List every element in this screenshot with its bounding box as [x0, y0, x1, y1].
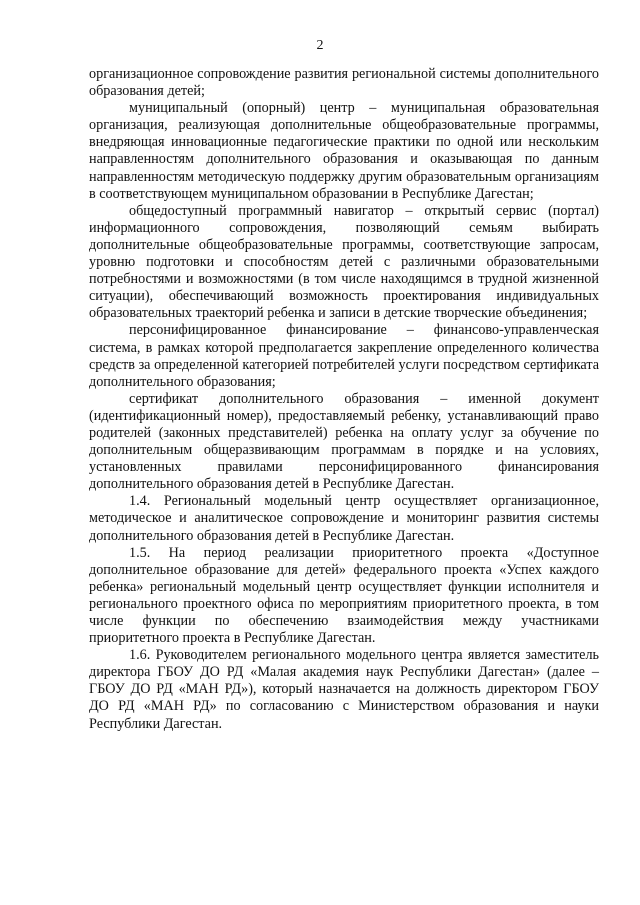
paragraph-definition-continuation: организационное сопровождение развития региональной системы дополнительного образования детей; — [89, 66, 599, 100]
document-body — [89, 66, 599, 733]
paragraph-program-navigator: общедоступный программный навигатор – открытый сервис (портал) информационного сопровождения, позволяющий семьям выбирать дополнительные общеобразовательные программы, соответствующие запросам, уровню подготовки и способностям детей с различными образовательными потребностями и возможностями (в том числе находящимся в трудной жизненной ситуации), обеспечивающий возможность проектирования индивидуальных образовательных траекторий ребенка и записи в детские творческие объединения; — [89, 202, 599, 322]
paragraph-municipal-center: муниципальный (опорный) центр – муниципальная образовательная организация, реализующая дополнительные общеобразовательные программы, внедряющая инновационные педагогические практики по одной или нескольким направленностям дополнительного образования и оказывающая по данным направленностям методическую поддержку другим образовательным организациям в соответствующем муниципальном образовании в Республике Дагестан; — [89, 100, 599, 202]
paragraph-1-4: 1.4. Региональный модельный центр осуществляет организационное, методическое и аналитическое сопровождение и мониторинг развития системы дополнительного образования детей в Республике Дагестан. — [89, 493, 599, 544]
paragraph-personified-financing: персонифицированное финансирование – финансово-управленческая система, в рамках которой предполагается закрепление определенного количества средств за определенной категорией потребителей услуги посредством сертификата дополнительного образования; — [89, 322, 599, 390]
paragraph-certificate: сертификат дополнительного образования – именной документ (идентификационный номер), предоставляемый ребенку, устанавливающий право родителей (законных представителей) ребенка на оплату услуг за обучение по дополнительным общеразвивающим программам в порядке и на условиях, установленных правилами персонифицированного финансирования дополнительного образования детей в Республике Дагестан. — [89, 390, 599, 493]
paragraph-1-6: 1.6. Руководителем регионального модельного центра является заместитель директора ГБОУ ДО РД «Малая академия наук Республики Дагестан» (далее – ГБОУ ДО РД «МАН РД»), который назначается на должность директором ГБОУ ДО РД «МАН РД» по согласованию с Министерством образования и науки Республики Дагестан. — [89, 647, 599, 732]
paragraph-1-5: 1.5. На период реализации приоритетного проекта «Доступное дополнительное образование для детей» федерального проекта «Успех каждого ребенка» региональный модельный центр осуществляет функции исполнителя и регионального проектного офиса по мероприятиям приоритетного проекта, в том числе функции по обеспечению взаимодействия между участниками приоритетного проекта в Республике Дагестан. — [89, 544, 599, 647]
page-number: 2 — [316, 38, 324, 53]
